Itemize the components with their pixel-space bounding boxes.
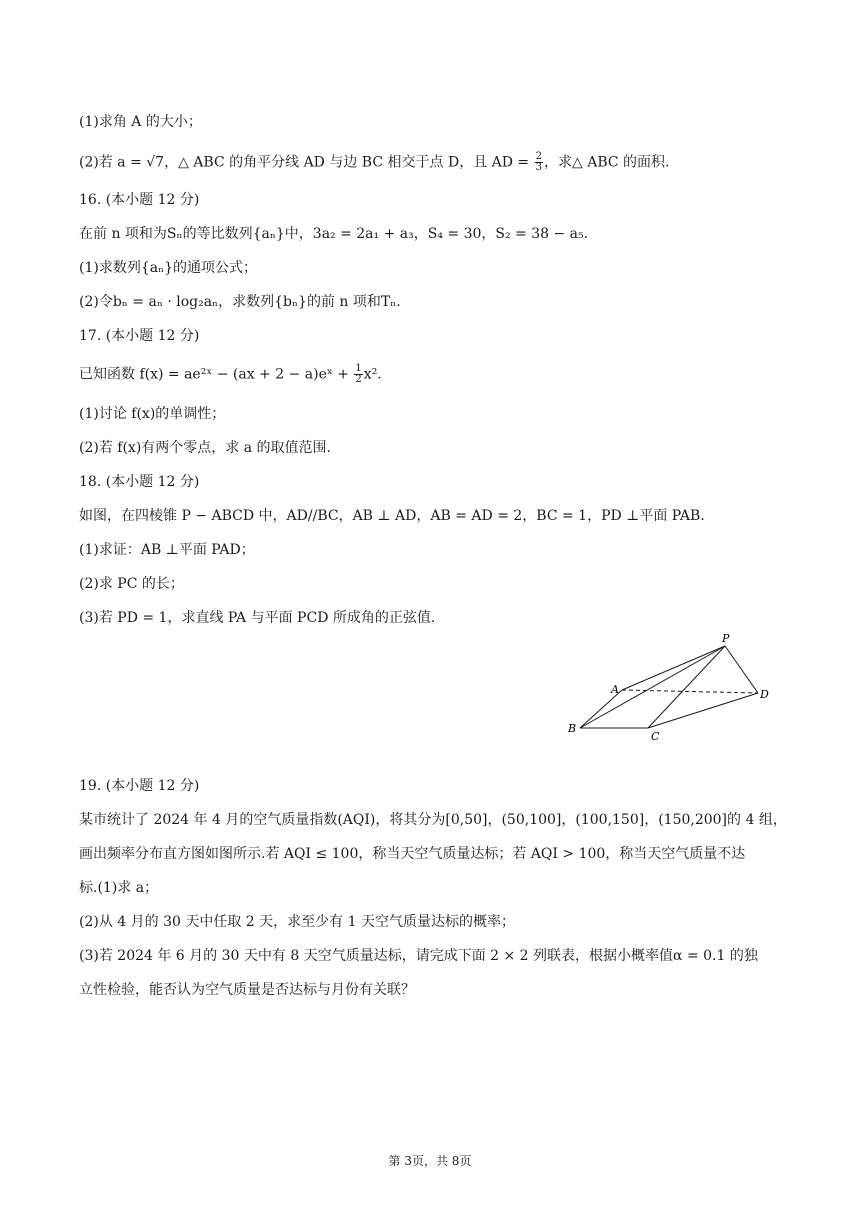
q15-part2-pre: (2)若 a = √7，△ ABC 的角平分线 AD 与边 BC 相交于点 D，且 AD = [79, 154, 534, 171]
q15-part2 [79, 152, 670, 173]
q15-fraction [535, 152, 543, 173]
label-A: A [611, 683, 619, 696]
q17-part1: (1)讨论 f(x)的单调性； [79, 406, 226, 422]
label-C: C [651, 730, 660, 743]
label-D: D [760, 688, 769, 701]
q15-part2-post: ，求△ ABC 的面积. [544, 154, 670, 171]
fraction-numerator: 1 [355, 363, 362, 374]
q16-part2: (2)令bₙ = aₙ · log₂aₙ，求数列{bₙ}的前 n 项和Tₙ. [79, 294, 401, 310]
q17-heading: 17. (本小题 12 分) [79, 328, 200, 344]
q19-stem-line1: 某市统计了 2024 年 4 月的空气质量指数(AQI)，将其分为[0,50]，(50,100]，(100,150]，(150,200]的 4 组， [79, 812, 787, 828]
q19-stem-line3: 标.(1)求 a； [79, 880, 159, 896]
fraction-denominator: 3 [535, 162, 542, 173]
q17-part2: (2)若 f(x)有两个零点，求 a 的取值范围. [79, 440, 331, 456]
edge-PA [622, 646, 725, 690]
edge-PB [580, 646, 725, 728]
q17-stem-pre: 已知函数 f(x) = ae²ˣ − (ax + 2 − a)eˣ + [79, 366, 354, 383]
label-B: B [568, 722, 577, 735]
q18-heading: 18. (本小题 12 分) [79, 474, 200, 490]
q19-heading: 19. (本小题 12 分) [79, 778, 200, 794]
q17-fraction [354, 364, 362, 385]
q19-part2: (2)从 4 月的 30 天中任取 2 天，求至少有 1 天空气质量达标的概率； [79, 914, 515, 930]
q19-part3-line1: (3)若 2024 年 6 月的 30 天中有 8 天空气质量达标，请完成下面 2 × 2 列联表，根据小概率值α = 0.1 的独 [79, 948, 758, 964]
q16-heading: 16. (本小题 12 分) [79, 192, 200, 208]
q19-stem-line2: 画出频率分布直方图如图所示.若 AQI ≤ 100，称当天空气质量达标；若 AQI > 100，称当天空气质量不达 [79, 846, 746, 862]
q18-part1: (1)求证：AB ⊥平面 PAD； [79, 542, 255, 558]
fraction-numerator: 2 [535, 151, 542, 162]
q18-stem: 如图，在四棱锥 P − ABCD 中，AD//BC，AB ⊥ AD，AB = AD = 2，BC = 1，PD ⊥平面 PAB. [79, 508, 705, 524]
q16-stem: 在前 n 项和为Sₙ的等比数列{aₙ}中，3a₂ = 2a₁ + a₃，S₄ = 30，S₂ = 38 − a₅. [79, 226, 589, 242]
q19-part3-line2: 立性检验，能否认为空气质量是否达标与月份有关联？ [79, 982, 415, 998]
q17-stem [79, 364, 382, 385]
page-footer: 第 3页，共 8页 [388, 1154, 472, 1168]
q15-part1: (1)求角 A 的大小； [79, 114, 202, 130]
edge-PD [725, 646, 758, 693]
q17-stem-post: x². [363, 366, 382, 383]
q18-part2: (2)求 PC 的长； [79, 576, 184, 592]
label-P: P [722, 632, 730, 645]
q18-part3: (3)若 PD = 1，求直线 PA 与平面 PCD 所成角的正弦值. [79, 610, 436, 626]
fraction-denominator: 2 [355, 374, 362, 385]
q16-part1: (1)求数列{aₙ}的通项公式； [79, 260, 258, 276]
pyramid-figure [560, 630, 790, 745]
